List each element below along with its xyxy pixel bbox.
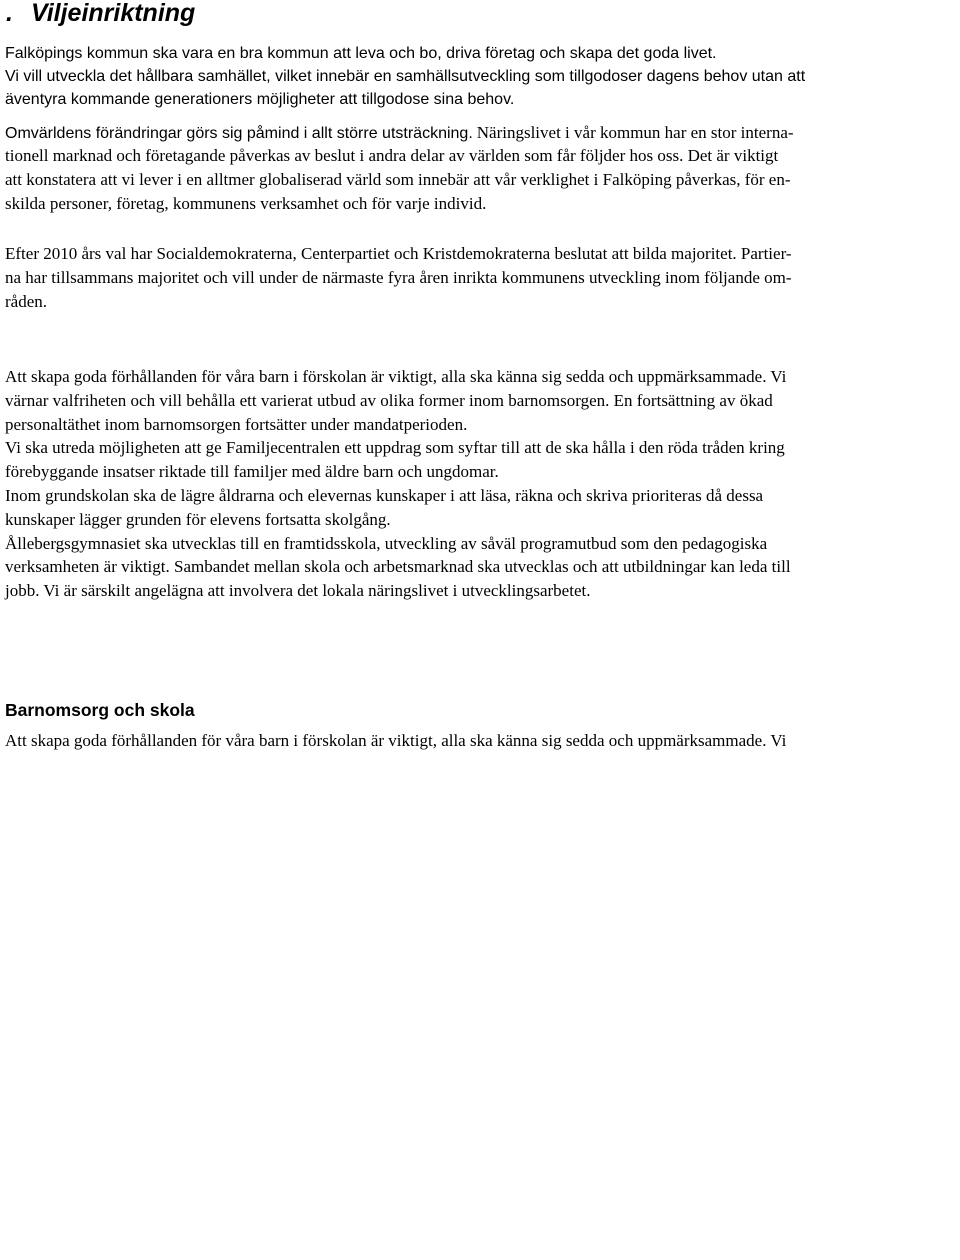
text-line-tail: Det är viktigt	[687, 146, 779, 165]
text-line: verksamheten är viktigt. Sambandet mellan skola och arbetsmarknad ska utvecklas och att utbildningar kan leda till	[5, 557, 791, 577]
text-line: förebyggande insatser riktade till familjer med äldre barn och ungdomar.	[5, 462, 499, 482]
intro-continuation	[5, 144, 955, 215]
text-line: värnar valfriheten och vill behålla ett varierat utbud av olika former inom barnomsorgen. En fortsättning av ökad	[5, 390, 773, 410]
text-line: råden.	[5, 291, 48, 311]
text-line: Vi ska utreda möjligheten att ge Familjecentralen ett uppdrag som syftar till att de ska hålla i den röda tråden kring	[5, 438, 785, 458]
text-line: tionell marknad och företagande påverkas av beslut i andra delar av världen som får följder hos oss.	[5, 146, 684, 165]
text-line: Ållebergsgymnasiet ska utvecklas till en framtidsskola, utveckling av såväl programutbud som den pedagogiska	[5, 533, 768, 553]
page-title	[6, 0, 195, 26]
text-line: Att skapa goda förhållanden för våra barn i förskolan är viktigt, alla ska känna sig sedda och uppmärksammade. Vi	[5, 367, 787, 386]
text-line: Falköpings kommun ska vara en bra kommun att leva och bo, driva företag och skapa det goda livet.	[5, 45, 717, 62]
heading-title: Viljeinriktning	[30, 0, 196, 27]
mixed-line	[5, 121, 955, 145]
intro-paragraph	[5, 42, 955, 111]
text-line: personaltäthet inom barnomsorgen fortsätter under mandatperioden.	[5, 414, 468, 434]
text-line: att konstatera att vi lever i en alltmer globaliserad värld som innebär att vår verklighet i Falköping påverkas, för en-	[5, 169, 791, 189]
text-line-tail: Näringslivet i vår kommun har en stor interna-	[476, 123, 794, 142]
majority-paragraph	[5, 242, 955, 313]
text-line: skilda personer, företag, kommunens verksamhet och för varje individ.	[5, 193, 487, 213]
text-line: Att skapa goda förhållanden för våra barn i förskolan är viktigt, alla ska känna sig sedda och uppmärksammade. Vi	[5, 731, 787, 750]
text-line: Efter 2010 års val har Socialdemokraterna, Centerpartiet och Kristdemokraterna beslutat att bilda majoritet. Partier-	[5, 244, 792, 263]
text-line: äventyra kommande generationers möjligheter att tillgodose sina behov.	[5, 91, 515, 108]
text-line: na har tillsammans majoritet och vill under de närmaste fyra åren inrikta kommunens utveckling inom följande om-	[5, 267, 792, 287]
heading-number: .	[6, 0, 13, 27]
section-body-barnomsorg	[5, 729, 955, 753]
text-line: Omvärldens förändringar görs sig påmind i allt större utsträckning.	[5, 125, 473, 142]
text-line: Vi vill utveckla det hållbara samhället, vilket innebär en samhällsutveckling som tillgodoser dagens behov utan att	[5, 68, 806, 85]
text-line: kunskaper lägger grunden för elevens fortsatta skolgång.	[5, 509, 391, 529]
text-line: jobb. Vi är särskilt angelägna att involvera det lokala näringslivet i utvecklingsarbetet.	[5, 581, 591, 601]
section-heading-barnomsorg: Barnomsorg och skola	[5, 700, 195, 720]
section-body-barnomsorg-main	[5, 365, 955, 603]
text-line: Inom grundskolan ska de lägre åldrarna och elevernas kunskaper i att läsa, räkna och skriva prioriteras då dessa	[5, 485, 764, 505]
